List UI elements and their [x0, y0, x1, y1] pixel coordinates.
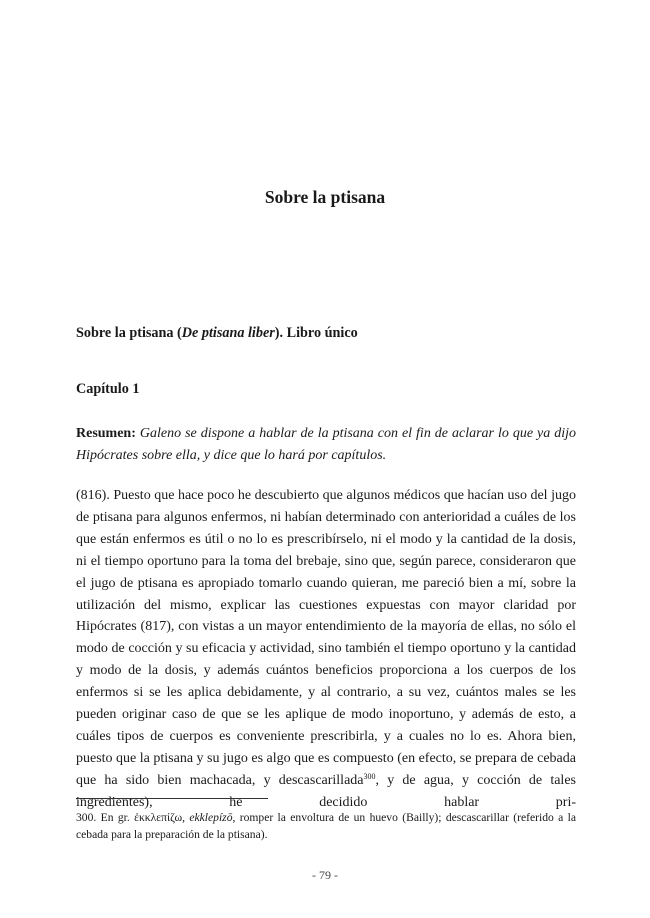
section-heading — [76, 325, 358, 342]
footnote-lead: 300. En gr. ἐκκλεπίζω, — [76, 811, 190, 824]
chapter-label: Capítulo 1 — [76, 381, 140, 397]
body-text-part-2: , y de agua, y cocción de tales ingredientes), he decidido hablar pri- — [76, 772, 576, 810]
chapter-title: Sobre la ptisana — [264, 187, 386, 207]
footnote-reference[interactable]: 300 — [363, 771, 376, 781]
summary-paragraph — [76, 423, 576, 466]
summary-text: Galeno se dispone a hablar de la ptisana con el fin de aclarar lo que ya dijo Hipócrates sobre ella, y dice que lo hará por capítulos. — [76, 426, 576, 463]
section-heading-prefix: Sobre la ptisana ( — [76, 325, 182, 341]
footnote-300 — [76, 809, 576, 843]
footnote-separator-rule — [76, 798, 268, 799]
section-heading-latin-title: De ptisana liber — [181, 325, 275, 341]
body-text-part-1: (816). Puesto que hace poco he descubierto que algunos médicos que hacían uso del jugo de ptisana para algunos enfermos, ni habían determinado con anterioridad a cuáles de los que están enfermos es útil o no lo es prescribírselo, ni el modo y la cantidad de la dosis, ni el tiempo oportuno para la toma del brebaje, sino que, según parece, consideraron que el jugo de ptisana es apropiado tomarlo cuando quieran, me pareció bien a mí, sobre la utilización del mismo, explicar las cuestiones expuestas con mayor claridad por Hipócrates (817), con vistas a un mayor entendimiento de la mayoría de ellas, no sólo el modo de cocción y su eficacia y actividad, sino también el tiempo oportuno y la cantidad y modo de la dosis, y además cuántos beneficios proporciona a los cuerpos de los enfermos si se les aplica debidamente, y al contrario, a su vez, cuántos males se les pueden originar caso de que se les aplique de modo inoportuno, y además de esto, a cuáles tipos de cuerpos es conveniente prescribirla, y a cuales no lo es. Ahora bien, puesto que la ptisana y su jugo es algo que es compuesto (en efecto, se prepara de cebada que ha sido bien machacada, y descascarillada — [76, 488, 576, 788]
summary-separator: : — [131, 426, 140, 441]
footnote-text: , romper la envoltura de un huevo (Bailly); descascarillar (referido a la cebada para la preparación de la ptisana). — [76, 811, 576, 841]
section-heading-suffix: ). Libro único — [274, 325, 358, 341]
page-number: - 79 - — [312, 868, 338, 882]
body-paragraph — [76, 485, 576, 814]
footnote-transliteration: ekklepízō — [189, 811, 233, 824]
summary-label: Resumen — [76, 426, 132, 441]
